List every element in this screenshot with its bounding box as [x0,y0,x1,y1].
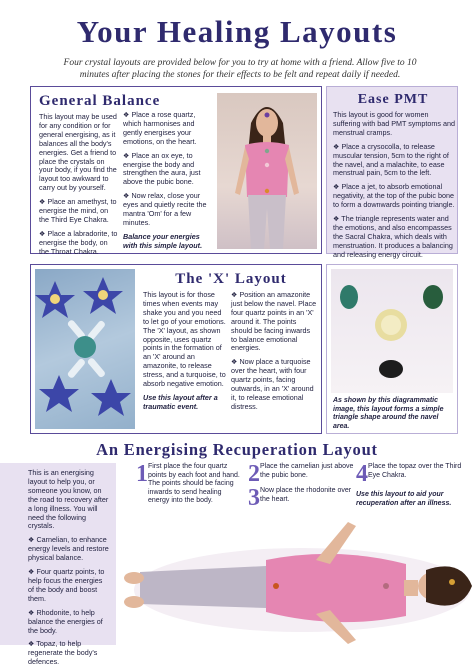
step-text: First place the four quartz points by each foot and hand. The points should be facing inwards to send healing energy into the body. [148,463,240,505]
general-balance-col2 [123,111,215,256]
paragraph: ❖ Now relax, close your eyes and quietly recite the mantra 'Om' for a few minutes. [123,191,207,227]
step-number: 3 [248,485,260,511]
ease-pmt-panel [326,86,458,259]
intro-text: Four crystal layouts are provided below for you to try at home with a friend. Allow five to 10 minutes after placing the stones for their effects to be felt and repeat daily if needed. [63,58,417,80]
step-text: Place the carnelian just above the pubic bone. [260,463,354,479]
paragraph: This layout is for those times when events may shake you and you need to let go of your emotions. The 'X' layout, as shown opposite, uses quartz points in the formation of an 'X' around an amazonite, to release stress, and a turquoise, to absorb negative emotion. [143,290,226,389]
ease-pmt-title: Ease PMT [357,92,429,107]
standing-woman-photo [217,93,317,249]
x-layout-title: The 'X' Layout [175,271,287,287]
x-layout-col2 [231,291,317,417]
paragraph: This is an energising layout to help you, or someone you know, on the road to recovery after a long illness. You will need the following crystals. [28,468,109,531]
paragraph: ❖ Topaz, to help regenerate the body's defences. [28,639,98,667]
x-layout-col1 [143,291,227,417]
step-number: 2 [248,461,260,487]
reclining-woman-photo [116,520,474,645]
closing-line: Balance your energies with this simple layout. [123,231,203,250]
energising-left-column [0,463,116,667]
ease-pmt-text [333,111,455,265]
page-title: Your Healing Layouts [76,14,398,49]
general-balance-col1 [39,113,119,262]
closing-line: Use this layout after a traumatic event. [143,392,218,411]
paragraph: ❖ The triangle represents water and the emotions, and also encompasses the Sacral Chakra, which deals with menstruation. It produces a balancing and releasing energy circuit. [333,214,453,259]
paragraph: ❖ Four quartz points, to help focus the energies of the body and boost them. [28,567,105,603]
paragraph: ❖ Place an ox eye, to energise the body and strengthen the aura, just above the pubic bone. [123,150,201,187]
stones-panel [326,264,458,434]
stones-caption: As shown by this diagrammatic image, this layout forms a simple triangle shape around the navel area. [333,397,444,430]
step-number: 4 [356,461,368,487]
x-layout-panel [30,264,322,434]
energising-title: An Energising Recuperation Layout [96,440,378,459]
step-number: 1 [136,461,148,487]
triangle-stones-photo [331,269,453,393]
general-balance-title: General Balance [39,93,161,109]
paragraph: ❖ Place a labradorite, to energise the body, on the Throat Chakra. [39,228,118,256]
paragraph: ❖ Carnelian, to enhance energy levels and restore physical balance. [28,535,109,563]
paragraph: ❖ Rhodonite, to help balance the energies of the body. [28,607,103,635]
paragraph: ❖ Now place a turquoise over the heart, with four quartz points, facing outwards, in an 'X' around it, to release emotional distress. [231,357,314,411]
paragraph: ❖ Position an amazonite just below the navel. Place four quartz points in an 'X' around it. The points should be facing inwards to balance emotional energies. [231,290,317,353]
step-text: Now place the rhodonite over the heart. [260,487,352,503]
paragraph: This layout may be used for any condition or for general energising, as it balances all the body's energies. Get a friend to place the crystals on your body, if you find the layout too awkward to carry out by yourself. [39,112,117,193]
paragraph: This layout is good for women suffering with bad PMT symptoms and menstrual cramps. [333,110,455,137]
paragraph: ❖ Place a jet, to absorb emotional negativity, at the top of the pubic bone to form a downwards pointing triangle. [333,182,455,210]
paragraph: ❖ Place a crysocolla, to release muscular tension, 5cm to the right of the navel, and a malachite, to ease menstrual pain, 5cm to the left. [333,141,449,178]
step-text: Place the topaz over the Third Eye Chakra. [368,463,462,479]
energising-closing: Use this layout to aid your recuperation after an illness. [356,491,452,507]
general-balance-panel [30,86,322,254]
paragraph: ❖ Place a rose quartz, which harmonises and gently energises your emotions, on the heart. [123,110,197,146]
paragraph: ❖ Place an amethyst, to energise the mind, on the Third Eye Chakra. [39,197,117,224]
crystal-x-photo [35,269,135,429]
